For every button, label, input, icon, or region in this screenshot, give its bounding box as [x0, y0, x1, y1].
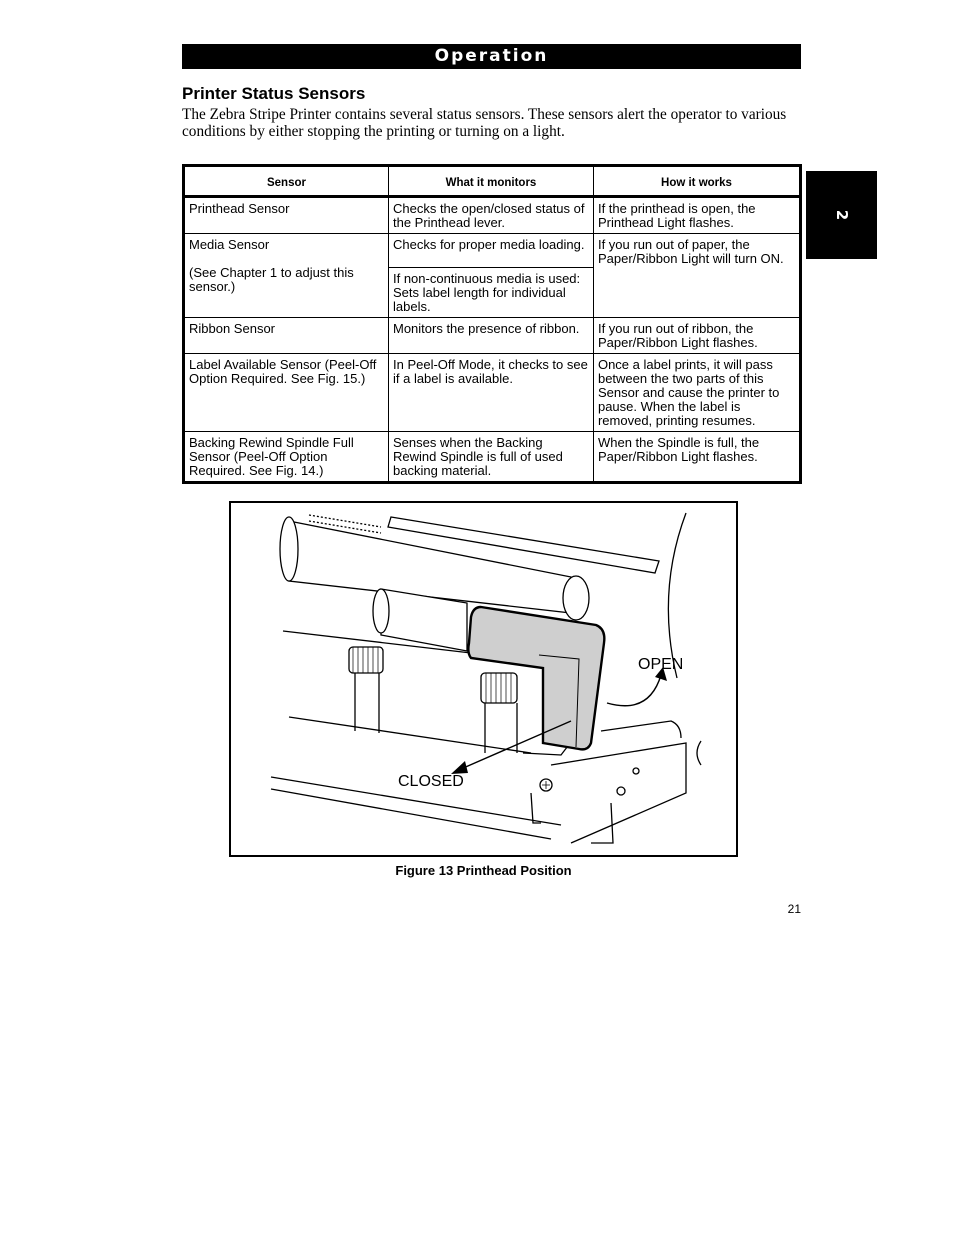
- works-cell: When the Spindle is full, the Paper/Ribbon Light flashes.: [593, 432, 800, 483]
- figure-caption: Figure 13 Printhead Position: [395, 863, 572, 878]
- table-row: [184, 234, 801, 268]
- sensor-note: (See Chapter 1 to adjust this sensor.): [189, 265, 354, 294]
- chapter-header-bar: Operation: [182, 44, 801, 69]
- sensor-cell: Label Available Sensor (Peel-Off Option Required. See Fig. 15.): [184, 354, 389, 432]
- table-row: [184, 354, 801, 432]
- sensor-cell: Backing Rewind Spindle Full Sensor (Peel-Off Option Required. See Fig. 14.): [184, 432, 389, 483]
- table-row: [184, 318, 801, 354]
- column-header-works: How it works: [593, 166, 800, 197]
- center-knob: [481, 673, 517, 753]
- monitors-cell: Checks the open/closed status of the Printhead lever.: [388, 197, 593, 234]
- printhead-illustration: [231, 503, 736, 855]
- chapter-tab-number: 2: [832, 209, 851, 221]
- monitors-cell: Senses when the Backing Rewind Spindle is full of used backing material.: [388, 432, 593, 483]
- sensor-cell: Ribbon Sensor: [184, 318, 389, 354]
- page-number: 21: [787, 902, 801, 916]
- column-header-monitors: What it monitors: [388, 166, 593, 197]
- sensor-name: Media Sensor: [189, 237, 270, 252]
- open-arrow: [607, 675, 661, 706]
- left-knob: [349, 647, 383, 733]
- open-label: OPEN: [638, 656, 684, 673]
- section-title: Printer Status Sensors: [182, 84, 366, 103]
- printhead-figure: [229, 501, 738, 857]
- monitors-cell: Monitors the presence of ribbon.: [388, 318, 593, 354]
- works-cell: If you run out of paper, the Paper/Ribbon Light will turn ON.: [593, 234, 800, 318]
- closed-label: CLOSED: [398, 773, 464, 790]
- table-header-row: [184, 166, 801, 197]
- works-cell: If you run out of ribbon, the Paper/Ribbon Light flashes.: [593, 318, 800, 354]
- monitors-cell: Checks for proper media loading.: [388, 234, 593, 268]
- column-header-sensor: Sensor: [184, 166, 389, 197]
- cover-edge: [668, 513, 686, 678]
- table-row: [184, 197, 801, 234]
- intro-paragraph: The Zebra Stripe Printer contains several status sensors. These sensors alert the operator to various conditions by either stopping the printing or turning on a light.: [182, 106, 787, 140]
- monitors-cell: If non-continuous media is used: Sets label length for individual labels.: [388, 268, 593, 318]
- sensor-cell: Printhead Sensor: [184, 197, 389, 234]
- monitors-cell: In Peel-Off Mode, it checks to see if a label is available.: [388, 354, 593, 432]
- chapter-tab: [806, 171, 877, 259]
- table-row: [184, 432, 801, 483]
- works-cell: Once a label prints, it will pass between the two parts of this Sensor and cause the printer to pause. When the label is removed, printing resumes.: [593, 354, 800, 432]
- sensor-cell: [184, 234, 389, 318]
- sensor-table: [182, 164, 802, 484]
- works-cell: If the printhead is open, the Printhead Light flashes.: [593, 197, 800, 234]
